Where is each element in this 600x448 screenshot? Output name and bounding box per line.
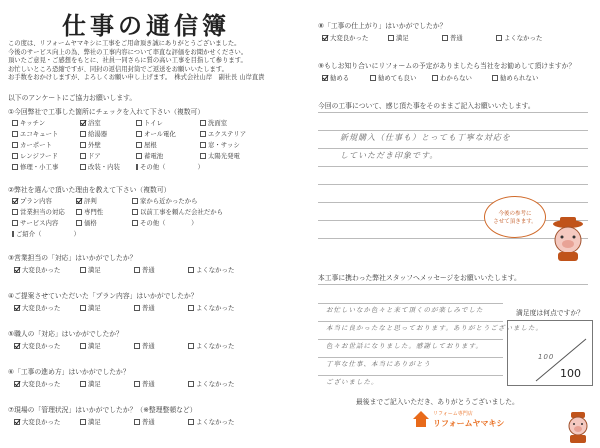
checkbox-icon[interactable]	[76, 220, 82, 226]
checkbox-icon[interactable]	[136, 142, 142, 148]
checkbox-option[interactable]	[136, 150, 200, 161]
option-label: 太陽光発電	[208, 152, 240, 160]
writing-line	[318, 202, 588, 203]
option-label: 給湯器	[88, 130, 108, 138]
handwritten-message: お忙しいなか色々と来て頂くのが楽しみでした	[326, 306, 484, 314]
checkbox-icon[interactable]	[80, 381, 86, 387]
checked-box-icon[interactable]	[14, 343, 20, 349]
checkbox-icon[interactable]	[134, 419, 140, 425]
checkbox-option[interactable]	[188, 302, 242, 313]
q2-title: ②弊社を選んで頂いた理由を教えて下さい（複数可）	[8, 186, 171, 194]
option-label: 蓄電池	[144, 152, 164, 160]
handwritten-message: ございました。	[326, 378, 379, 386]
checked-box-icon[interactable]	[14, 419, 20, 425]
option-label: 普通	[142, 418, 155, 426]
option-label: その他（ ）	[140, 219, 198, 227]
option-label: 満足	[396, 34, 409, 42]
intro-line: この度は、リフォームヤマキシに工事をご用命頂き誠にありがとうございました。	[8, 40, 241, 47]
checkbox-icon[interactable]	[496, 35, 502, 41]
checkbox-option[interactable]	[80, 117, 136, 128]
option-label: オール電化	[144, 130, 176, 138]
page-title: 仕事の通信簿	[62, 11, 230, 40]
checkbox-icon[interactable]	[136, 164, 138, 170]
checkbox-icon[interactable]	[12, 120, 18, 126]
checkbox-icon[interactable]	[370, 75, 376, 81]
option-label: 家から近かったから	[140, 197, 198, 205]
checkbox-option[interactable]	[80, 128, 136, 139]
checkbox-option[interactable]	[132, 217, 282, 228]
checkbox-option[interactable]	[12, 117, 80, 128]
checkbox-icon[interactable]	[134, 267, 140, 273]
checkbox-icon[interactable]	[188, 267, 194, 273]
option-label: 大変良かった	[330, 34, 369, 42]
checkbox-option[interactable]	[134, 378, 188, 389]
checkbox-option[interactable]	[80, 264, 134, 275]
checked-box-icon[interactable]	[80, 120, 86, 126]
mascot-icon	[564, 410, 592, 444]
q2-options	[12, 195, 302, 239]
score-box	[507, 320, 593, 386]
q11-title: 本工事に携わった弊社スタッフへメッセージをお願いいたします。	[318, 274, 521, 282]
checkbox-icon[interactable]	[80, 131, 86, 137]
writing-line	[318, 166, 588, 167]
q8-title: ⑧「工事の仕上がり」はいかがでしたか？	[318, 22, 447, 30]
writing-line	[318, 375, 503, 376]
checkbox-icon[interactable]	[134, 305, 140, 311]
checkbox-icon[interactable]	[200, 120, 206, 126]
q5-title: ⑤職人の「対応」はいかがでしたか？	[8, 330, 123, 338]
option-label: 満足	[88, 304, 101, 312]
handwritten-comment: していただき印象です。	[340, 151, 439, 160]
q5-rating	[14, 340, 242, 351]
option-label: よくなかった	[196, 266, 235, 274]
writing-line	[318, 357, 503, 358]
checkbox-option[interactable]	[12, 217, 76, 228]
checkbox-icon[interactable]	[132, 220, 138, 226]
checkbox-option[interactable]	[12, 195, 76, 206]
option-label: 満足	[88, 342, 101, 350]
writing-line	[318, 321, 503, 322]
checkbox-icon[interactable]	[492, 75, 498, 81]
checkbox-icon[interactable]	[80, 419, 86, 425]
writing-line	[318, 148, 588, 149]
checkbox-icon[interactable]	[388, 35, 394, 41]
checkbox-icon[interactable]	[132, 198, 138, 204]
checkbox-icon[interactable]	[80, 267, 86, 273]
logo-name: リフォームヤマキシ	[433, 419, 505, 428]
score-value: 100	[560, 367, 581, 380]
checkbox-option[interactable]	[80, 161, 136, 172]
q4-title: ④ご提案させていただいた「プラン内容」はいかがでしたか？	[8, 292, 198, 300]
option-label: 評判	[84, 197, 97, 205]
option-label: 営業担当の対応	[20, 208, 65, 216]
checkbox-option[interactable]	[200, 139, 290, 150]
option-label: 窓・サッシ	[208, 141, 240, 149]
option-label: 専門性	[84, 208, 104, 216]
checkbox-option[interactable]	[14, 302, 80, 313]
mascot-icon	[548, 214, 588, 262]
handwritten-message: 丁寧な仕事、本当にありがとう	[326, 360, 431, 368]
checkbox-icon[interactable]	[432, 75, 438, 81]
option-label: 洗面室	[208, 119, 228, 127]
option-label: 満足	[88, 418, 101, 426]
checkbox-option[interactable]	[12, 161, 80, 172]
bubble-text: 今後の参考に	[498, 211, 532, 217]
checkbox-option[interactable]	[80, 139, 136, 150]
divider	[318, 284, 588, 285]
option-label: カーポート	[20, 141, 52, 149]
checkbox-option[interactable]	[388, 32, 442, 43]
handwritten-comment: 新規購入（仕事も）とっても丁寧な対応を	[340, 133, 511, 142]
company-logo	[412, 410, 504, 428]
checkbox-option[interactable]	[14, 264, 80, 275]
option-label: 満足	[88, 380, 101, 388]
checkbox-icon[interactable]	[200, 153, 206, 159]
writing-line	[318, 130, 588, 131]
checkbox-icon[interactable]	[188, 419, 194, 425]
intro-line: お忙しいところ恐縮ですが、同封の返信用封筒でご返送をお願いいたします。	[8, 65, 228, 73]
q4-rating	[14, 302, 242, 313]
q8-rating	[322, 32, 550, 43]
handwritten-message: 本当に良かったなと思っております。ありがとうございました。	[326, 324, 543, 332]
checkbox-option[interactable]	[14, 340, 80, 351]
checkbox-option[interactable]	[492, 72, 554, 83]
writing-line	[318, 303, 503, 304]
checkbox-icon[interactable]	[134, 381, 140, 387]
q6-title: ⑥「工事の進め方」はいかがでしたか？	[8, 368, 130, 376]
option-label: よくなかった	[504, 34, 543, 42]
q9-title: ⑨もしお知り合いにリフォームの予定がありましたら当社をお勧めして頂けますか？	[318, 62, 576, 70]
option-label: 大変良かった	[22, 266, 61, 274]
option-label: トイレ	[144, 119, 163, 127]
q9-rating	[322, 72, 554, 83]
option-label: エコキュート	[20, 130, 59, 138]
speech-bubble	[484, 196, 546, 238]
checkbox-option[interactable]	[14, 378, 80, 389]
checkbox-icon[interactable]	[200, 142, 206, 148]
checkbox-icon[interactable]	[12, 231, 14, 237]
option-label: 修理・小工事	[20, 163, 59, 171]
checkbox-icon[interactable]	[80, 142, 86, 148]
checkbox-icon[interactable]	[188, 305, 194, 311]
option-label: 勧める	[330, 74, 350, 82]
option-label: 屋根	[144, 141, 157, 149]
q10-title: 今回の工事について、感じ頂た事をそのままご記入お願いいたします。	[318, 102, 535, 110]
q7-rating	[14, 416, 242, 427]
checkbox-icon[interactable]	[136, 120, 142, 126]
option-label: よくなかった	[196, 342, 235, 350]
checkbox-option[interactable]	[12, 228, 80, 239]
intro-paragraph	[8, 40, 298, 83]
checkbox-option[interactable]	[134, 340, 188, 351]
checkbox-option[interactable]	[200, 150, 290, 161]
checked-box-icon[interactable]	[14, 305, 20, 311]
checkbox-icon[interactable]	[188, 381, 194, 387]
checkbox-icon[interactable]	[188, 343, 194, 349]
survey-lead: 以下のアンケートにご協力お願いします。	[8, 94, 137, 102]
checkbox-icon[interactable]	[200, 131, 206, 137]
checkbox-option[interactable]	[132, 195, 282, 206]
checkbox-icon[interactable]	[12, 142, 18, 148]
intro-line: 頂いたご意見・ご感想をもとに、社員一同さらに質の高い工事を目指して参ります。	[8, 57, 247, 65]
checkbox-option[interactable]	[432, 72, 492, 83]
checked-box-icon[interactable]	[14, 381, 20, 387]
checkbox-option[interactable]	[76, 206, 132, 217]
house-logo-icon	[412, 410, 430, 428]
checked-box-icon[interactable]	[76, 198, 82, 204]
option-label: 改装・内装	[88, 163, 120, 171]
option-label: 普通	[450, 34, 463, 42]
checkbox-option[interactable]	[322, 72, 370, 83]
option-label: よくなかった	[196, 304, 235, 312]
checkbox-option[interactable]	[12, 206, 76, 217]
checked-box-icon[interactable]	[322, 35, 328, 41]
q1-options	[12, 117, 302, 172]
option-label: 外壁	[88, 141, 101, 149]
checkbox-icon[interactable]	[12, 153, 18, 159]
checkbox-option[interactable]	[80, 378, 134, 389]
checked-box-icon[interactable]	[12, 198, 18, 204]
checkbox-option[interactable]	[12, 150, 80, 161]
logo-sub: リフォーム専門店	[433, 411, 473, 417]
checkbox-icon[interactable]	[134, 343, 140, 349]
checkbox-option[interactable]	[76, 195, 132, 206]
option-label: ドア	[88, 152, 101, 160]
q3-title: ③営業担当の「対応」はいかがでしたか？	[8, 254, 137, 262]
checkbox-icon[interactable]	[76, 209, 82, 215]
option-label: 満足	[88, 266, 101, 274]
checkbox-option[interactable]	[188, 264, 242, 275]
checkbox-option[interactable]	[188, 340, 242, 351]
checkbox-option[interactable]	[80, 150, 136, 161]
option-label: 大変良かった	[22, 380, 61, 388]
checked-box-icon[interactable]	[322, 75, 328, 81]
checkbox-option[interactable]	[200, 117, 290, 128]
option-label: 大変良かった	[22, 304, 61, 312]
option-label: 大変良かった	[22, 342, 61, 350]
checkbox-option[interactable]	[14, 416, 80, 427]
checkbox-option[interactable]	[12, 128, 80, 139]
handwritten-message: 色々お世話になりました。感謝しております。	[326, 342, 483, 350]
q7-title: ⑦現場の「管理状況」はいかがでしたか？（※整理整頓など）	[8, 406, 197, 414]
checkbox-option[interactable]	[322, 32, 388, 43]
checkbox-icon[interactable]	[442, 35, 448, 41]
score-label: 満足度は何点ですか？	[516, 309, 584, 317]
option-label: キッチン	[20, 119, 46, 127]
checkbox-option[interactable]	[134, 302, 188, 313]
divider	[318, 112, 588, 113]
score-handwritten: 100	[538, 353, 555, 361]
option-label: よくなかった	[196, 380, 235, 388]
option-label: レンジフード	[20, 152, 58, 160]
option-label: 価格	[84, 219, 97, 227]
writing-line	[318, 339, 503, 340]
footer-thanks: 最後までご記入いただき、ありがとうございました。	[356, 398, 519, 406]
option-label: 普通	[142, 304, 155, 312]
checkbox-icon[interactable]	[80, 343, 86, 349]
checkbox-option[interactable]	[442, 32, 496, 43]
checkbox-icon[interactable]	[12, 220, 18, 226]
checkbox-option[interactable]	[80, 340, 134, 351]
option-label: サービス内容	[20, 219, 59, 227]
checkbox-icon[interactable]	[136, 153, 142, 159]
checkbox-icon[interactable]	[12, 131, 18, 137]
checkbox-icon[interactable]	[12, 164, 18, 170]
option-label: 普通	[142, 342, 155, 350]
checkbox-option[interactable]	[134, 416, 188, 427]
intro-line: 今後のサービス向上の為、弊社の工事内容について率直な評価をお聞かせください。	[8, 48, 248, 56]
checkbox-icon[interactable]	[80, 164, 86, 170]
checkbox-option[interactable]	[136, 128, 200, 139]
option-label: プラン内容	[20, 197, 52, 205]
option-label: 浴室	[88, 119, 101, 127]
checkbox-option[interactable]	[136, 117, 200, 128]
checkbox-option[interactable]	[136, 161, 204, 172]
checkbox-icon[interactable]	[12, 209, 18, 215]
writing-line	[318, 184, 588, 185]
intro-line: お手数をおかけしますが、よろしくお願い申し上げます。 株式会社山岸 副社長 山岸直貴	[8, 74, 265, 82]
option-label: わからない	[440, 74, 472, 82]
option-label: 以前工事を頼んだ会社だから	[140, 208, 224, 216]
q1-title: ①今回弊社で工事した箇所にチェックを入れて下さい（複数可）	[8, 108, 205, 116]
option-label: 普通	[142, 380, 155, 388]
checkbox-option[interactable]	[200, 128, 290, 139]
q3-rating	[14, 264, 242, 275]
option-label: エクステリア	[208, 130, 247, 138]
checkbox-icon[interactable]	[136, 131, 142, 137]
checked-box-icon[interactable]	[14, 267, 20, 273]
option-label: 勧められない	[500, 74, 539, 82]
q6-rating	[14, 378, 242, 389]
option-label: 勧めても良い	[378, 74, 417, 82]
checkbox-icon[interactable]	[80, 305, 86, 311]
checkbox-option[interactable]	[370, 72, 432, 83]
checkbox-option[interactable]	[80, 302, 134, 313]
option-label: 普通	[142, 266, 155, 274]
checkbox-option[interactable]	[132, 206, 282, 217]
checkbox-option[interactable]	[80, 416, 134, 427]
checkbox-icon[interactable]	[80, 153, 86, 159]
checkbox-option[interactable]	[12, 139, 80, 150]
option-label: よくなかった	[196, 418, 235, 426]
option-label: ご紹介（ ）	[16, 230, 80, 238]
checkbox-option[interactable]	[188, 378, 242, 389]
option-label: 大変良かった	[22, 418, 61, 426]
checkbox-option[interactable]	[496, 32, 550, 43]
checkbox-option[interactable]	[76, 217, 132, 228]
checkbox-option[interactable]	[134, 264, 188, 275]
bubble-text: させて頂きます。	[493, 219, 537, 225]
checkbox-option[interactable]	[136, 139, 200, 150]
checkbox-option[interactable]	[188, 416, 242, 427]
checkbox-icon[interactable]	[132, 209, 138, 215]
option-label: その他（ ）	[140, 163, 204, 171]
